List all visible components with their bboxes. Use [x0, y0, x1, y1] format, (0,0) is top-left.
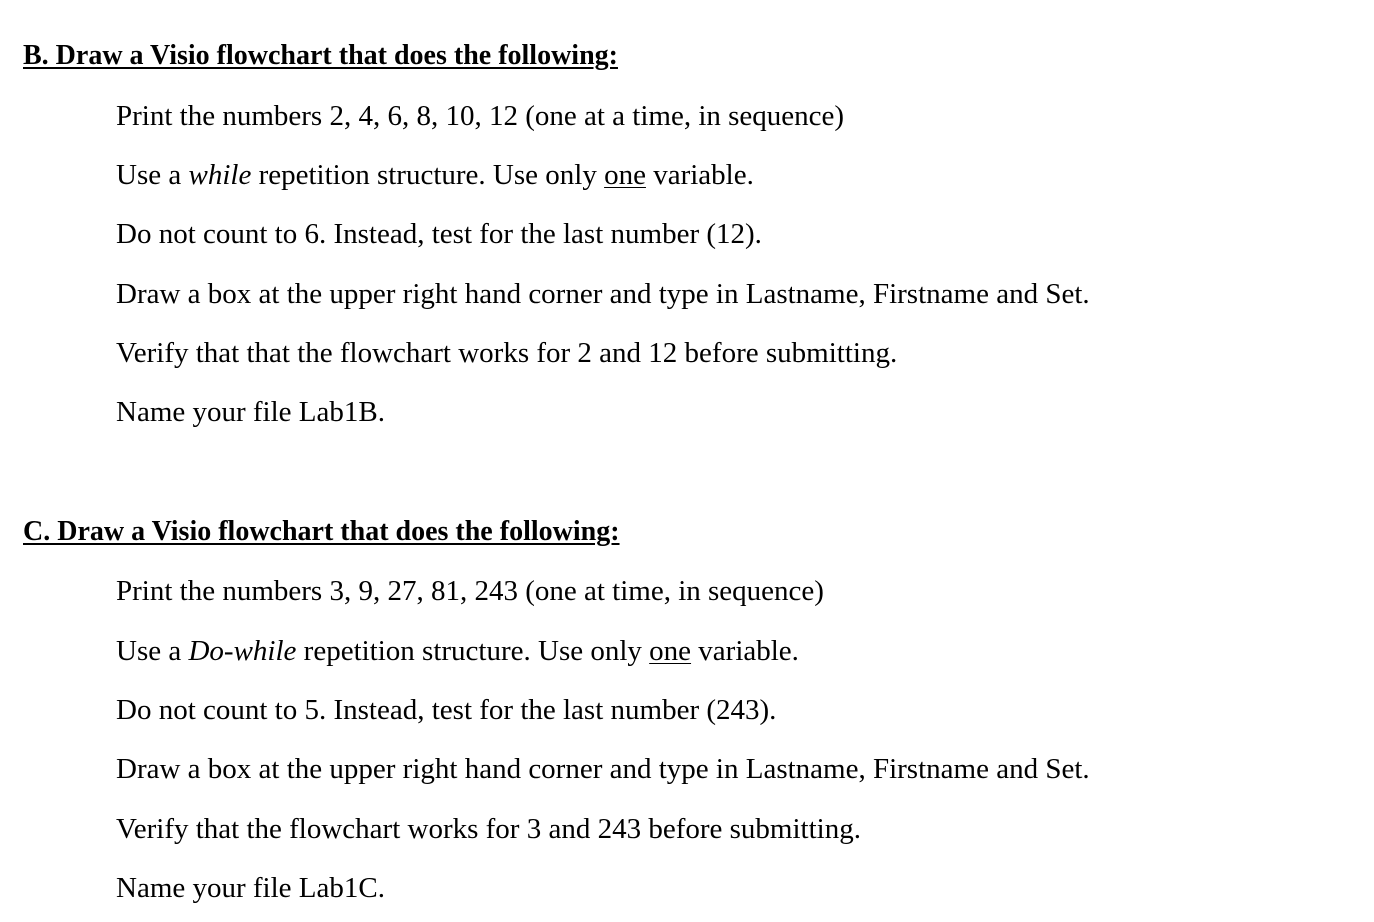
- section-c-line-file-name: Name your file Lab1C.: [116, 872, 385, 904]
- text-segment: variable.: [691, 635, 799, 667]
- section-b-line-verify: Verify that that the flowchart works for 2 and 12 before submitting.: [116, 337, 898, 369]
- section-b-line-do-not-count: Do not count to 6. Instead, test for the last number (12).: [116, 218, 762, 250]
- text-segment: repetition structure. Use only: [296, 635, 650, 667]
- section-b-line-file-name: Name your file Lab1B.: [116, 396, 385, 428]
- underlined-term: one: [649, 635, 692, 667]
- section-c-line-print-numbers: Print the numbers 3, 9, 27, 81, 243 (one at time, in sequence): [116, 575, 824, 607]
- text-segment: repetition structure. Use only: [251, 159, 605, 191]
- text-segment: Use a: [116, 159, 189, 191]
- text-segment: variable.: [645, 159, 754, 191]
- italic-term: while: [188, 159, 252, 191]
- text-segment: Use a: [116, 635, 189, 667]
- section-c-line-verify: Verify that the flowchart works for 3 and 243 before submitting.: [116, 813, 861, 845]
- section-b-line-print-numbers: Print the numbers 2, 4, 6, 8, 10, 12 (one at a time, in sequence): [116, 100, 845, 132]
- section-c-line-repetition-structure: [116, 633, 799, 669]
- section-b-line-repetition-structure: [116, 157, 754, 193]
- section-c-line-draw-box: Draw a box at the upper right hand corner and type in Lastname, Firstname and Set.: [116, 753, 1090, 785]
- italic-term: Do-while: [188, 635, 297, 667]
- section-c-heading: C. Draw a Visio flowchart that does the following:: [23, 516, 620, 547]
- section-c-line-do-not-count: Do not count to 5. Instead, test for the last number (243).: [116, 694, 777, 726]
- underlined-term: one: [604, 159, 646, 191]
- section-b-heading: B. Draw a Visio flowchart that does the following:: [23, 40, 618, 71]
- section-b-line-draw-box: Draw a box at the upper right hand corner and type in Lastname, Firstname and Set.: [116, 278, 1090, 310]
